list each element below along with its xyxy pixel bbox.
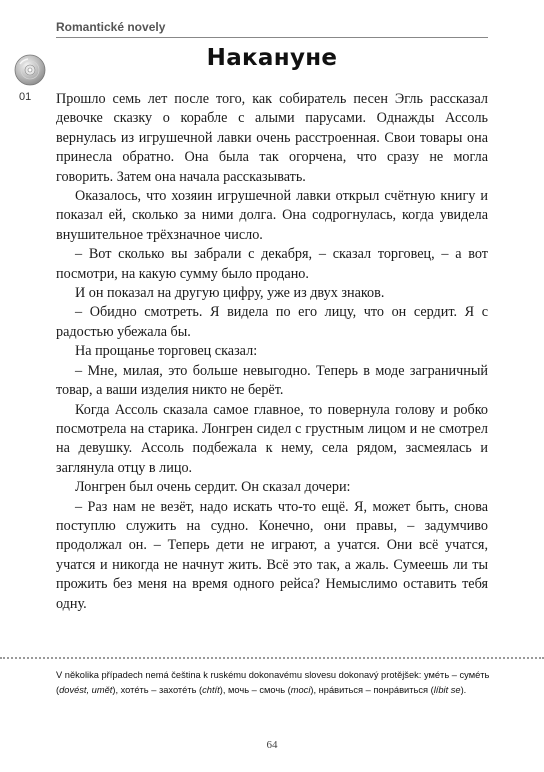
footnote-pair-cs: dovést, umět <box>59 685 113 695</box>
paragraph: – Мне, милая, это больше невыгодно. Теперь в моде заграничный товар, а ваши изделия никто не берёт. <box>56 362 488 399</box>
paragraph: Оказалось, что хозяин игрушечной лавки открыл счётную книгу и показал ей, сколько за ними долга. Она содрогнулась, когда увидела внушительное трёхзначное число. <box>56 188 488 243</box>
dotted-divider <box>0 657 544 659</box>
footnote-pair-cs: moci <box>290 685 311 695</box>
paragraph: – Раз нам не везёт, надо искать что-то ещё. Я, может быть, снова поступлю служить на судно. Конечно, они правы, – задумчиво продолжал он. – Теперь дети не играют, а учатся. Они всё учатся, учатся и никогда не начнут жить. Всё это так, а жаль. Сумеешь ли ты прожить без меня на время одного рейса? Немыслимо оставить тебя одну. <box>56 498 488 612</box>
footnote: V několika případech nemá čeština k ruskému dokonavému slovesu dokonavý protějšek: умéть – сумéть (dovést, umět), хотéть – захотéть (chtít), мочь – смочь (moci), нрáвиться – понрáвиться (líbit se). <box>56 670 490 695</box>
cd-icon[interactable] <box>14 54 46 86</box>
paragraph: Лонгрен был очень сердит. Он сказал дочери: <box>75 479 351 496</box>
paragraph: – Вот сколько вы забрали с декабря, – сказал торговец, – а вот посмотри, на какую сумму было продано. <box>56 246 488 282</box>
paragraph: На прощанье торговец сказал: <box>75 343 258 360</box>
paragraph: Когда Ассоль сказала самое главное, то повернула голову и робко посмотрела на старика. Лонгрен сидел с грустным лицом и не смотрел на девушку. Ассоль подбежала к нему, села рядом, засмеялась и заглянула отцу в лицо. <box>56 401 488 476</box>
page-number: 64 <box>266 739 278 751</box>
paragraph: – Обидно смотреть. Я видела по его лицу, что он сердит. Я с радостью убежала бы. <box>56 304 488 340</box>
running-header: Romantické novely <box>56 20 166 34</box>
paragraph: И он показал на другую цифру, уже из двух знаков. <box>75 285 385 302</box>
footnote-pair-cs: líbit se <box>433 685 461 695</box>
paragraph: Прошло семь лет после того, как собиратель песен Эгль рассказал девочке сказку о корабле с алыми парусами. Однажды Ассоль вернулась из игрушечной лавки очень расстроенная. Свои товары она принесла обратно. Она была так огорчена, что сразу не могла говорить. Затем она начала рассказывать. <box>56 91 488 185</box>
footnote-pair-ru: хотéть – захотéть <box>120 685 197 695</box>
story-text <box>56 90 488 614</box>
header-rule <box>56 37 488 38</box>
footnote-pair-cs: chtít <box>202 685 220 695</box>
track-number: 01 <box>19 91 32 103</box>
footnote-pair-ru: мочь – смочь <box>228 685 286 695</box>
footnote-pair-ru: нрáвиться – понрáвиться <box>318 685 428 695</box>
chapter-title: Накануне <box>206 45 338 71</box>
footnote-intro: V několika případech nemá čeština k ruskému dokonavému slovesu dokonavý protějšek: <box>56 670 424 680</box>
footnote-pair-ru: умéть – сумéть <box>423 670 490 680</box>
